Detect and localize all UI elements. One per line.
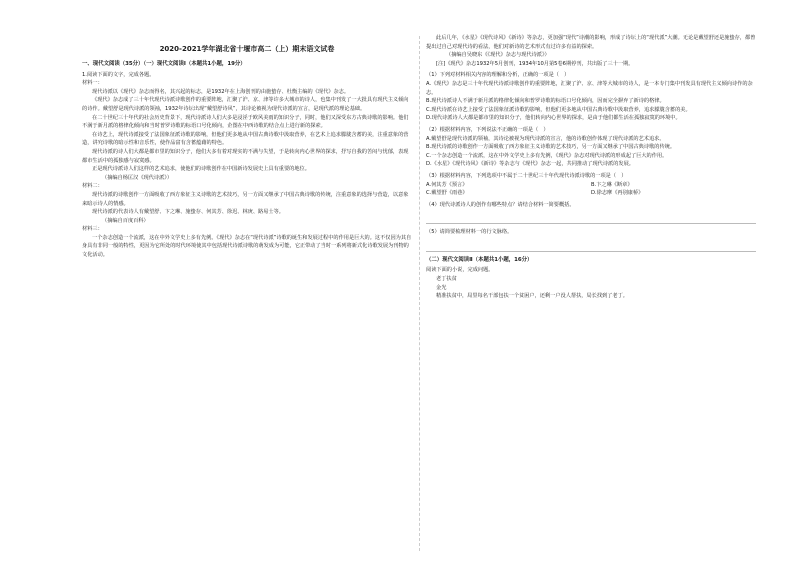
paragraph: 现代诗派的代表诗人有戴望舒、卞之琳、施蛰存、何其芳、徐迟、林庚、路易士等。 — [92, 209, 284, 216]
question-intro: 1.阅读下面的文字，完成各题。 — [82, 71, 155, 78]
source-note: （摘编自百度百科） — [102, 217, 149, 224]
question-3-options — [426, 181, 756, 198]
option: A.何其芳《预言》 — [426, 181, 468, 188]
story-title: 老丁扶贫 — [436, 276, 457, 283]
question-1-stem: （1）下列对材料相关内容的理解和分析，正确的一项是（ ） — [426, 72, 570, 79]
option: C.现代诗派在诗艺上接受了法国象征派诗歌的影响，但他们更多地从中国古典诗歌中汲取营养，追求朦胧含蓄的美。 — [426, 106, 691, 113]
option: C.一个杂志创造一个流派，这在中外文学史上多有先例，《现代》杂志对现代诗派的形成起了巨大的作用。 — [426, 152, 668, 159]
story-author: 金光 — [436, 284, 447, 291]
column-divider — [419, 36, 420, 551]
section-1-heading: 一、现代文阅读（35分）（一）现代文阅读Ⅰ（本题共1小题，19分） — [82, 61, 246, 67]
answer-space[interactable] — [426, 238, 756, 252]
question-4-stem: （4）现代诗派诗人的创作有哪些特点？请结合材料一简要概括。 — [426, 201, 575, 208]
question-2-stem: （2）根据材料内容，下列说法不正确的一项是（ ） — [426, 126, 549, 133]
material-1-heading: 材料一： — [82, 80, 103, 87]
paragraph: 在诗艺上，现代诗派接受了法国象征派诗歌的影响，但他们更多地从中国古典诗歌中汲取营养，在艺术上追求朦胧含蓄的美，注重意象的营造，讲究诗歌的暗示性和音乐性，使作品富有含蓄蕴藉的特色。 — [82, 131, 409, 147]
exam-title: 2020-2021学年湖北省十堰市高二（上）期末语文试卷 — [159, 45, 335, 53]
paragraph: 现代诗派以《现代》杂志而得名，其兴起的标志，是1932年在上海创刊的由施蛰存、杜衡主编的《现代》杂志。 — [92, 88, 350, 95]
option: D.《水星》《现代诗风》《新诗》等杂志与《现代》杂志一起，共同推动了现代诗派的发展。 — [426, 161, 634, 168]
story-paragraph: 精准扶贫中，局里每名干部包扶一个贫困户，还剩一户没人帮扶，局长找到了老丁。 — [436, 293, 628, 300]
question-3-stem: （3）根据材料内容，下列选项中不属于二十世纪三十年代现代诗派诗歌的一项是（ ） — [426, 172, 627, 179]
paragraph: 《现代》杂志成了三十年代现代诗派诗歌创作的重要阵地，汇聚了沪、京、津等许多大城市的诗人，也集中刊发了一大批具有现代主义倾向的诗作。戴望舒是现代诗派的领袖，1932年诗坛出现“戴望舒诗风”，其诗论被视为现代诗派的宣言，是现代派的理论基础。 — [82, 97, 409, 112]
option: D.现代诗派诗人大都是都市里的知识分子，他们转向内心世界的探求，是由于他们都生活在孤独寂寞的环境中。 — [426, 115, 681, 122]
option: B.现代诗派诗人不满于新月派的格律化倾向和普罗诗歌的标语口号化倾向，因而完全摒弃了新诗的格律。 — [426, 98, 665, 105]
option: B.现代诗派的诗歌创作一方面吸收了西方象征主义诗歌的艺术技巧，另一方面又继承了中国古典诗歌的传统。 — [426, 144, 676, 151]
paragraph: 在二十世纪三十年代的社会历史背景下，现代诗派诗人们大多是浸淫于欧风美雨的知识分子，同时，他们又深受东方古典诗歌的影响。他们不满于新月派的格律化倾向和当时普罗诗歌的标语口号化倾向，企图在中西诗歌的结合点上进行新的探索。 — [82, 114, 409, 130]
right-column — [426, 34, 756, 301]
option: C.戴望舒《雨巷》 — [426, 190, 468, 197]
question-5-stem: （5）请简要梳理材料一的行文脉络。 — [426, 229, 513, 236]
material-2-heading: 材料二： — [82, 183, 103, 190]
option: D.徐志摩《再别康桥》 — [591, 190, 644, 197]
paragraph: 一个杂志创造一个流派，这在中外文学史上多有先例。《现代》杂志在“现代诗派”诗歌的诞生和发展过程中的作用是巨大的。这不仅因为其自身具有非同一般的特性，更因为它所处的时代环境使其中包括现代诗派诗歌的萌发成为可能，它正带动了当时一系列将新式化诗歌发展为刊物的文化活动。 — [82, 234, 412, 259]
source-note: （摘编自杨匡汉《现代诗派》） — [102, 174, 173, 181]
paragraph: 现代诗派的诗歌创作一方面吸收了西方象征主义诗歌的艺术技巧，另一方面又继承了中国古典诗歌的传统，注重意象的选择与营造，以意象来暗示诗人的情感。 — [82, 191, 409, 207]
footnote: [注]《现代》杂志1932年5月创刊，1934年10月第5卷6期停刊，共出版了三十一期。 — [436, 60, 634, 67]
option: A.《现代》杂志是三十年代现代诗派诗歌创作的重要阵地，汇聚了沪、京、津等大城市的诗人，是一本专门集中刊发具有现代主义倾向诗作的杂志。 — [426, 80, 753, 96]
paragraph: 此后几年，《水星》《现代诗风》《新诗》等杂志，更加强“现代”诗潮的影响，形成了诗坛上的“现代派”大潮。无论是戴望舒还是施蛰存，都曾提出过自己对现代诗的看法，他们对新诗的艺术形式有过许多有益的探索。 — [426, 35, 756, 50]
paragraph: 正是现代诗派诗人们这样的艺术追求，使他们的诗歌创作在中国新诗发展史上具有重要的地位。 — [92, 166, 310, 173]
option: B.卞之琳《断章》 — [591, 181, 633, 188]
section-2-heading: （二）现代文阅读Ⅱ（本题共1小题，16分） — [426, 256, 533, 263]
section-2-intro: 阅读下面的小说，完成问题。 — [426, 267, 494, 274]
answer-space[interactable] — [426, 210, 756, 224]
left-column — [82, 58, 412, 260]
option: A.戴望舒是现代诗派的领袖，其诗论被视为现代诗派的宣言，他的诗歌创作体现了现代诗派的艺术追求。 — [426, 135, 665, 142]
source-note: （摘编自吴晓东《《现代》杂志与现代诗派》） — [446, 52, 550, 59]
paragraph: 现代诗派的诗人们大都是都市里的知识分子，他们大多有着对现实的不满与失望，于是转向内心世界的探求，抒写自我的苦闷与忧郁，表现都市生活中的孤独感与寂寞感。 — [82, 148, 409, 164]
material-3-heading: 材料三： — [82, 226, 103, 233]
